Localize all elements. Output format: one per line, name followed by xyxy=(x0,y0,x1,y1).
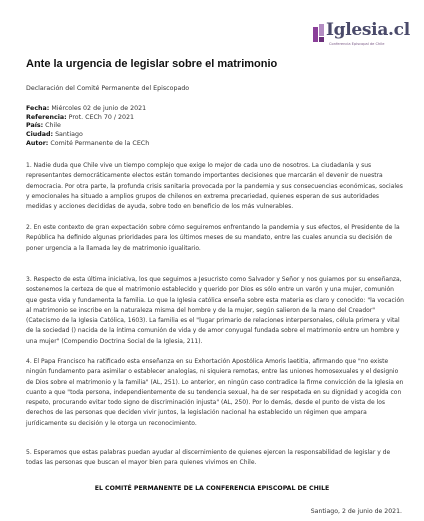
paragraph-2: 2. En este contexto de gran expectación sobre cómo seguiremos enfrentando la pandemia y sus efectos, el Presidente de la República ha definido algunas prioridades para los últimos meses de su mandato, entre las cuales anuncia su decisión de poner urgencia a la llamada ley de matrimonio igualitario. xyxy=(26,224,400,252)
signature-committee: EL COMITÉ PERMANENTE DE LA CONFERENCIA EPISCOPAL DE CHILE xyxy=(94,485,330,492)
meta-country xyxy=(26,122,149,131)
meta-country-value: Chile xyxy=(45,122,61,130)
meta-city-value: Santiago xyxy=(55,131,83,139)
meta-author-label: Autor: xyxy=(26,139,49,147)
iglesia-logo[interactable] xyxy=(312,20,410,52)
meta-date xyxy=(26,105,149,114)
meta-country-label: País: xyxy=(26,122,44,130)
signature-date: Santiago, 2 de junio de 2021. xyxy=(310,508,402,515)
meta-reference-label: Referencia: xyxy=(26,113,67,121)
brand-name: Iglesia.cl xyxy=(326,20,410,40)
meta-date-value: Miércoles 02 de junio de 2021 xyxy=(51,105,147,112)
meta-date-label: Fecha: xyxy=(26,105,50,112)
paragraph-3: 3. Respecto de esta última iniciativa, los que seguimos a Jesucristo como Salvador y Señor y nos guiamos por su enseñanza, sostenemos la certeza de que el matrimonio establecido y querido por Dios es sólo entre un varón y una mujer, comunión que gesta vida y fundamenta la familia. Lo que la Iglesia católica enseña sobre esta materia es claro y conocido: "la vocación al matrimonio se inscribe en la naturaleza misma del hombre y de la mujer, según salieron de la mano del Creador" (Catecismo de la Iglesia Católica, 1603). La familia es el "lugar primario de relaciones interpersonales, célula primera y vital de la sociedad () nacida de la íntima comunión de vida y de amor conyugal fundada sobre el matrimonio entre un hombre y una mujer" (Compendio Doctrina Social de la Iglesia, 211). xyxy=(26,276,404,345)
document-metadata xyxy=(26,105,149,149)
meta-author-value: Comité Permanente de la CECh xyxy=(50,139,150,147)
meta-author xyxy=(26,140,149,149)
cross-logo-icon xyxy=(312,24,326,42)
meta-city-label: Ciudad: xyxy=(26,131,54,139)
meta-city xyxy=(26,131,149,140)
meta-reference-value: Prot. CECh 70 / 2021 xyxy=(68,113,135,121)
paragraph-1: 1. Nadie duda que Chile vive un tiempo complejo que exige lo mejor de cada uno de nosotros. La ciudadanía y sus representantes democráticamente electos están tomando importantes decisiones que marcarán el devenir de nuestra democracia. Por otra parte, la profunda crisis sanitaria provocada por la pandemia y sus consecuencias económicas, sociales y emocionales ha situado a amplios grupos de chilenos en extrema precariedad, quienes esperan de sus autoridades medidas y acciones decididas de ayuda, sobre todo en beneficio de los más vulnerables. xyxy=(26,162,403,211)
page-title: Ante la urgencia de legislar sobre el matrimonio xyxy=(26,58,278,70)
brand-tagline: Conferencia Episcopal de Chile xyxy=(329,42,385,46)
paragraph-4: 4. El Papa Francisco ha ratificado esta enseñanza en su Exhortación Apostólica Amoris laetitia, afirmando que "no existe ningún fundamento para asimilar o establecer analogías, ni siquiera remotas, entre las uniones homosexuales y el designio de Dios sobre el matrimonio y la familia" (AL, 251). Lo anterior, en ningún caso contradice la firme convicción de la Iglesia en cuanto a que "toda persona, independientemente de su tendencia sexual, ha de ser respetada en su dignidad y acogida con respeto, procurando evitar todo signo de discriminación injusta" (AL, 250). Por lo demás, desde el punto de vista de los derechos de las personas que deciden vivir juntos, la legislación nacional ha establecido un régimen que ampara jurídicamente su decisión y le otorga un reconocimiento. xyxy=(26,358,404,427)
paragraph-5: 5. Esperamos que estas palabras puedan ayudar al discernimiento de quienes ejercen la responsabilidad de legislar y de todas las personas que buscan el mayor bien para quienes vivimos en Chile. xyxy=(26,449,391,467)
document-subtitle: Declaración del Comité Permanente del Episcopado xyxy=(26,85,190,92)
